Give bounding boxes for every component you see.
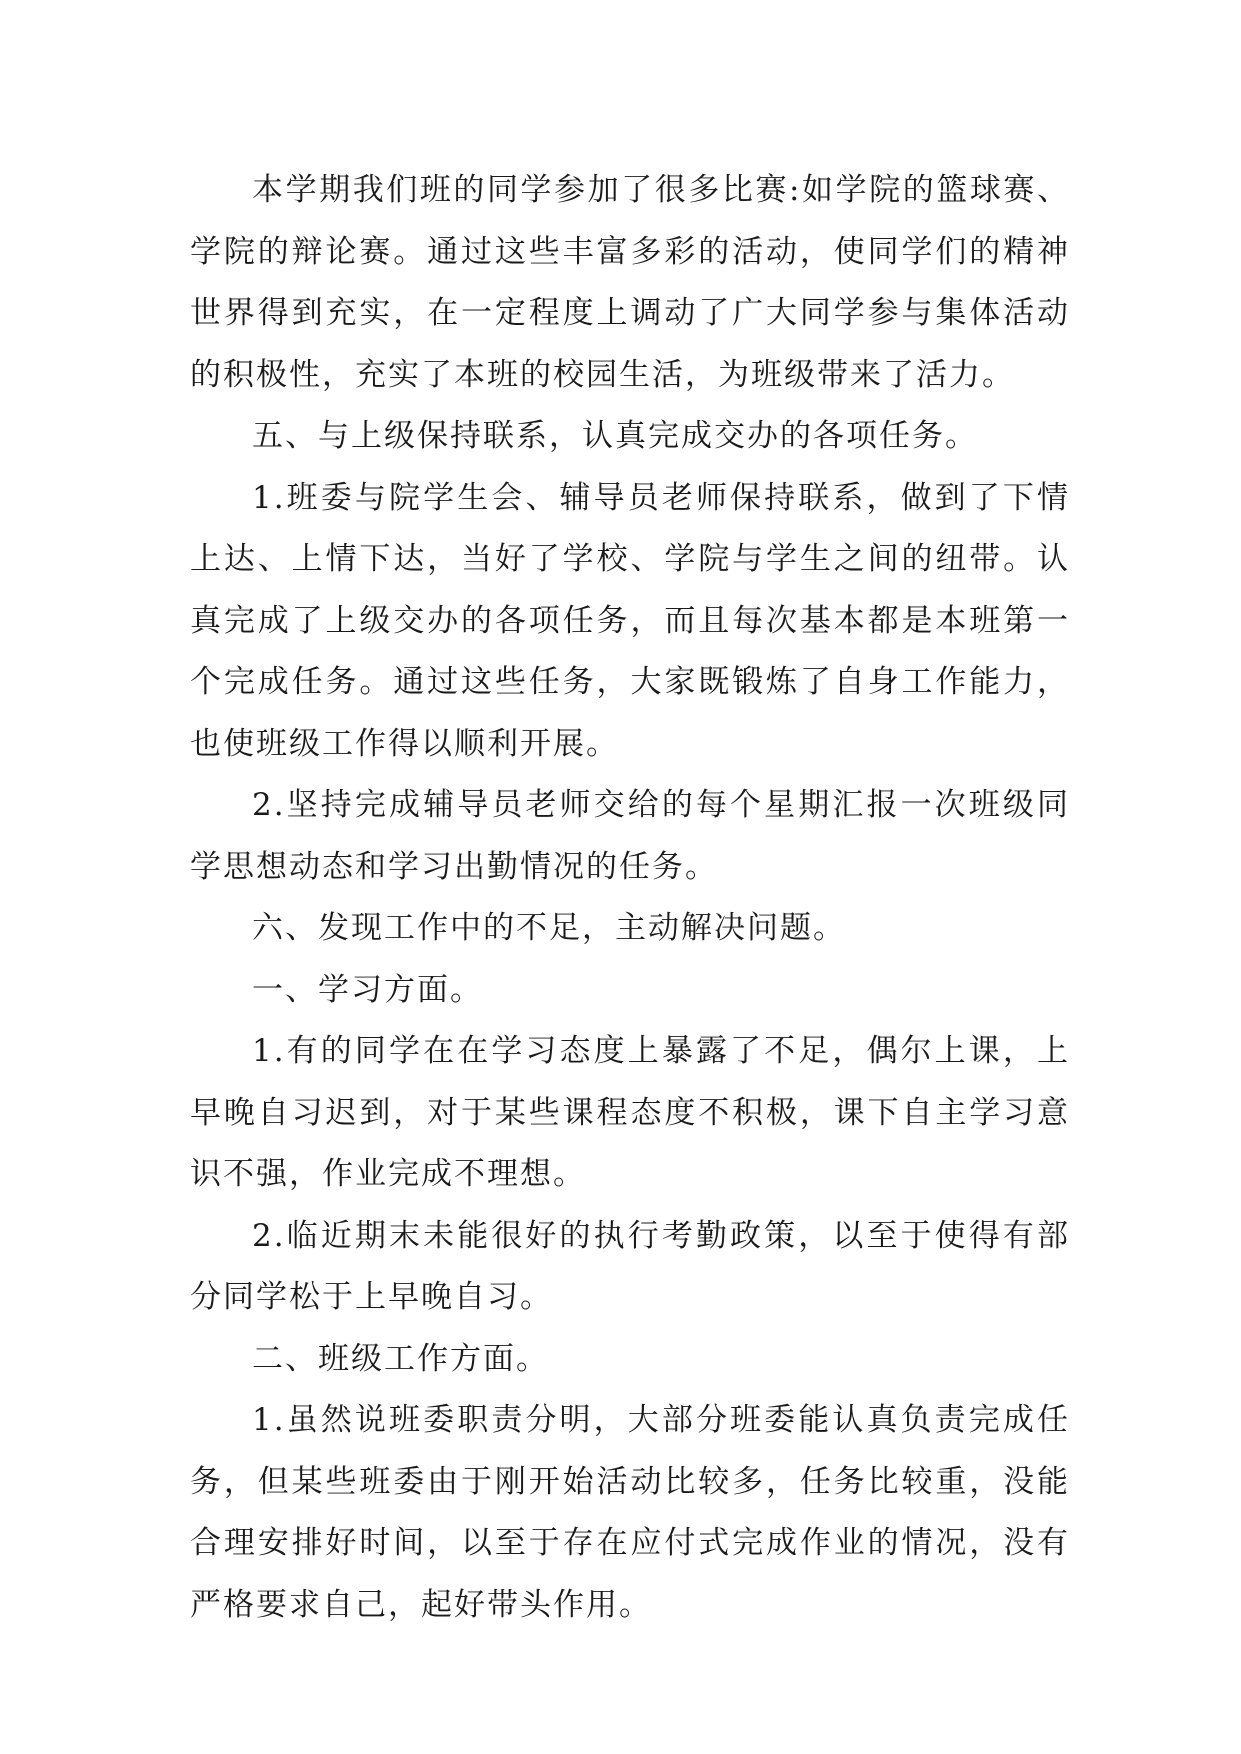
paragraph-item-committee-duties: 1.虽然说班委职责分明，大部分班委能认真负责完成任务，但某些班委由于刚开始活动比较多，任务比较重，没能合理安排好时间，以至于存在应付式完成作业的情况，没有严格要求自己，起好带头作用。 [190, 1402, 1070, 1623]
document-body [190, 160, 1070, 1636]
paragraph-item-attendance: 2.临近期末未能很好的执行考勤政策，以至于使得有部分同学松于上早晚自习。 [190, 1217, 1070, 1315]
paragraph-item-study-attitude: 1.有的同学在在学习态度上暴露了不足，偶尔上课，上早晚自习迟到，对于某些课程态度不积极，课下自主学习意识不强，作业完成不理想。 [190, 1033, 1070, 1192]
paragraph-item-weekly-report: 2.坚持完成辅导员老师交给的每个星期汇报一次班级同学思想动态和学习出勤情况的任务。 [190, 787, 1070, 885]
heading-study: 一、学习方面。 [252, 971, 483, 1008]
heading-class-work: 二、班级工作方面。 [252, 1340, 549, 1377]
paragraph-activities-summary: 本学期我们班的同学参加了很多比赛:如学院的篮球赛、学院的辩论赛。通过这些丰富多彩的活动，使同学们的精神世界得到充实，在一定程度上调动了广大同学参与集体活动的积极性，充实了本班的校园生活，为班级带来了活力。 [190, 172, 1070, 393]
paragraph-item-liaison: 1.班委与院学生会、辅导员老师保持联系，做到了下情上达、上情下达，当好了学校、学院与学生之间的纽带。认真完成了上级交办的各项任务，而且每次基本都是本班第一个完成任务。通过这些任务，大家既锻炼了自身工作能力，也使班级工作得以顺利开展。 [190, 479, 1070, 762]
heading-section-five: 五、与上级保持联系，认真完成交办的各项任务。 [252, 418, 978, 454]
heading-section-six: 六、发现工作中的不足，主动解决问题。 [252, 910, 846, 946]
